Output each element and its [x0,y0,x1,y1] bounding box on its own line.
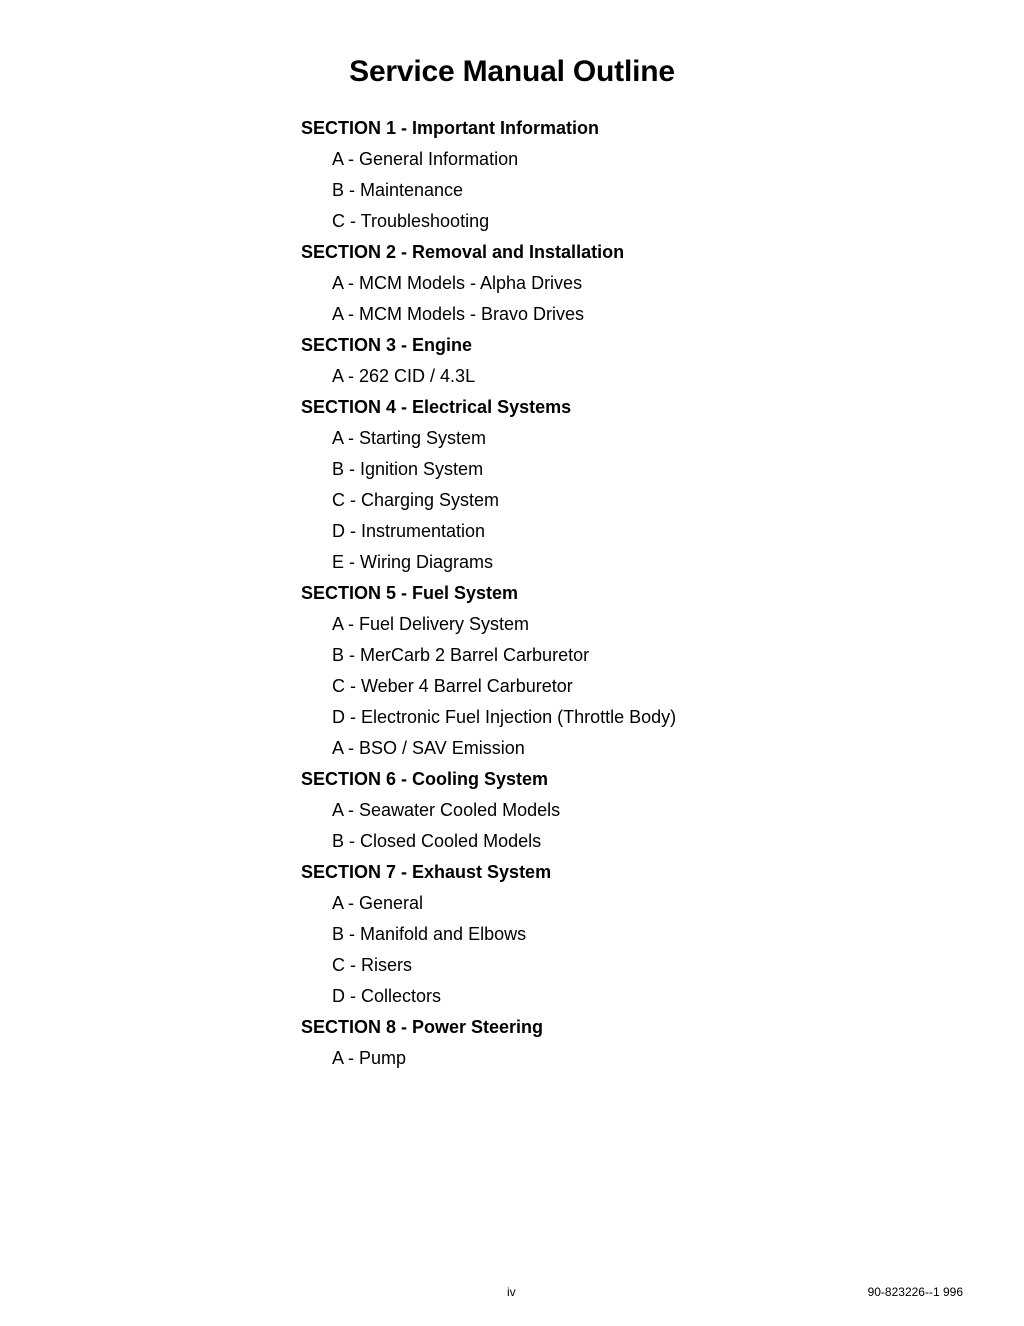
outline-item: C - Charging System [332,490,500,510]
section-5 [301,578,901,764]
section-7 [301,857,901,1012]
section-2 [301,237,901,330]
section-8 [301,1012,901,1074]
outline-item: A - Seawater Cooled Models [332,800,561,820]
outline-item: D - Collectors [332,986,442,1006]
outline-item: B - Maintenance [332,180,464,200]
section-heading: SECTION 7 - Exhaust System [301,862,552,882]
outline-item: A - General [332,893,424,913]
section-3 [301,330,901,392]
outline-item: A - 262 CID / 4.3L [332,366,476,386]
section-4 [301,392,901,578]
outline-item: C - Troubleshooting [332,211,490,231]
outline-item: D - Instrumentation [332,521,486,541]
outline-item: A - BSO / SAV Emission [332,738,525,758]
section-heading: SECTION 4 - Electrical Systems [301,397,572,417]
outline-item: B - Manifold and Elbows [332,924,527,944]
outline-item: A - Starting System [332,428,487,448]
outline-item: E - Wiring Diagrams [332,552,494,572]
outline-item: B - MerCarb 2 Barrel Carburetor [332,645,590,665]
section-1 [301,113,901,237]
outline-item: A - Fuel Delivery System [332,614,530,634]
outline-item: B - Ignition System [332,459,484,479]
outline-item: C - Weber 4 Barrel Carburetor [332,676,573,696]
outline-item: A - General Information [332,149,519,169]
section-heading: SECTION 1 - Important Information [301,118,600,138]
document-number: 90-823226--1 996 [867,1285,963,1299]
page-number: iv [507,1285,516,1299]
section-heading: SECTION 5 - Fuel System [301,583,519,603]
outline-item: A - MCM Models - Alpha Drives [332,273,583,293]
page-title: Service Manual Outline [349,55,675,88]
section-heading: SECTION 6 - Cooling System [301,769,549,789]
section-heading: SECTION 8 - Power Steering [301,1017,544,1037]
section-heading: SECTION 3 - Engine [301,335,473,355]
outline-item: C - Risers [332,955,412,975]
outline-item: A - Pump [332,1048,407,1068]
section-6 [301,764,901,857]
outline-item: B - Closed Cooled Models [332,831,542,851]
outline-item: D - Electronic Fuel Injection (Throttle Body) [332,707,677,727]
section-heading: SECTION 2 - Removal and Installation [301,242,625,262]
outline-list [301,113,901,1074]
outline-item: A - MCM Models - Bravo Drives [332,304,585,324]
